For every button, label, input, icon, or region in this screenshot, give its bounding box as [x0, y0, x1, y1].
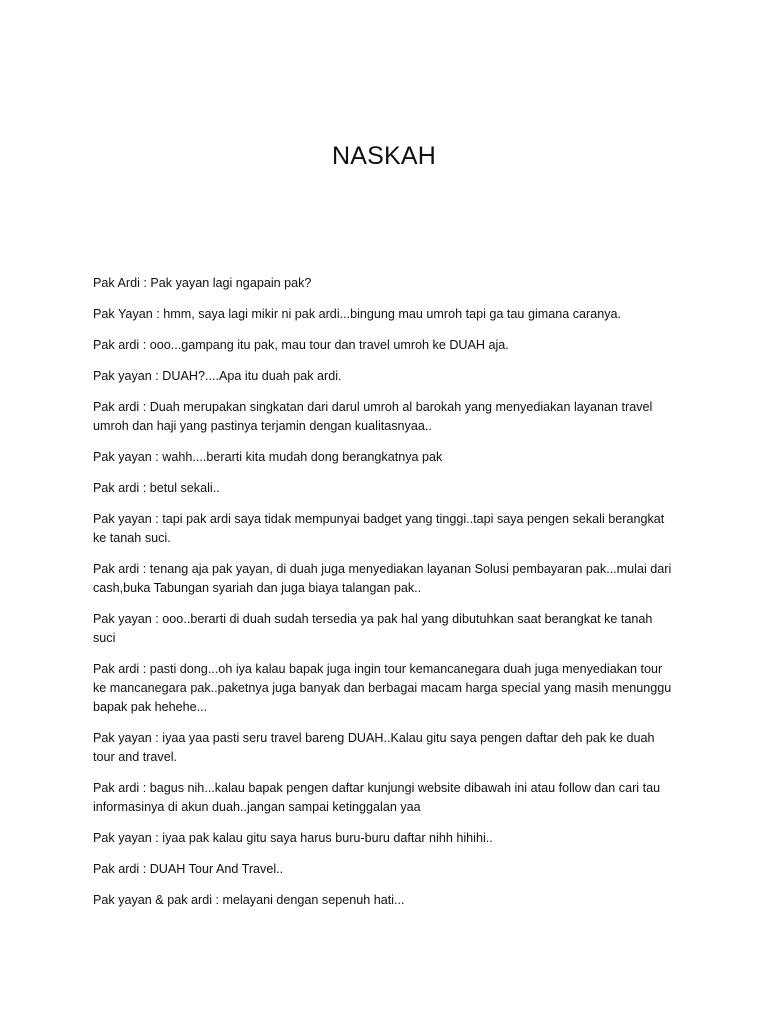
dialogue-line: Pak ardi : tenang aja pak yayan, di duah juga menyediakan layanan Solusi pembayaran pak...mulai dari cash,buka Tabungan syariah dan juga biaya talangan pak..: [93, 562, 672, 595]
dialogue-line: Pak yayan : wahh....berarti kita mudah dong berangkatnya pak: [93, 450, 443, 464]
dialogue-line: Pak yayan : DUAH?....Apa itu duah pak ardi.: [93, 369, 342, 383]
dialogue-line: Pak ardi : DUAH Tour And Travel..: [93, 862, 284, 876]
dialogue-line: Pak ardi : bagus nih...kalau bapak pengen daftar kunjungi website dibawah ini atau follow dan cari tau informasinya di akun duah..jangan sampai ketinggalan yaa: [93, 781, 661, 814]
dialogue-script: [93, 274, 677, 922]
dialogue-line: Pak yayan : iyaa pak kalau gitu saya harus buru-buru daftar nihh hihihi..: [93, 831, 493, 845]
dialogue-line: Pak yayan : tapi pak ardi saya tidak mempunyai badget yang tinggi..tapi saya pengen sekali berangkat ke tanah suci.: [93, 512, 665, 545]
dialogue-line: Pak yayan : ooo..berarti di duah sudah tersedia ya pak hal yang dibutuhkan saat berangkat ke tanah suci: [93, 612, 653, 645]
dialogue-line: Pak ardi : betul sekali..: [93, 481, 220, 495]
dialogue-line: Pak yayan & pak ardi : melayani dengan sepenuh hati...: [93, 893, 405, 907]
dialogue-line: Pak ardi : pasti dong...oh iya kalau bapak juga ingin tour kemancanegara duah juga menyediakan tour ke mancanegara pak..paketnya juga banyak dan berbagai macam harga special yang masih menunggu bapak pak hehehe...: [93, 662, 672, 714]
dialogue-line: Pak ardi : ooo...gampang itu pak, mau tour dan travel umroh ke DUAH aja.: [93, 338, 509, 352]
dialogue-line: Pak ardi : Duah merupakan singkatan dari darul umroh al barokah yang menyediakan layanan travel umroh dan haji yang pastinya terjamin dengan kualitasnyaa..: [93, 400, 653, 433]
dialogue-line: Pak Yayan : hmm, saya lagi mikir ni pak ardi...bingung mau umroh tapi ga tau gimana caranya.: [93, 307, 622, 321]
document-title: NASKAH: [331, 142, 436, 170]
dialogue-line: Pak Ardi : Pak yayan lagi ngapain pak?: [93, 276, 312, 290]
dialogue-line: Pak yayan : iyaa yaa pasti seru travel bareng DUAH..Kalau gitu saya pengen daftar deh pak ke duah tour and travel.: [93, 731, 655, 764]
